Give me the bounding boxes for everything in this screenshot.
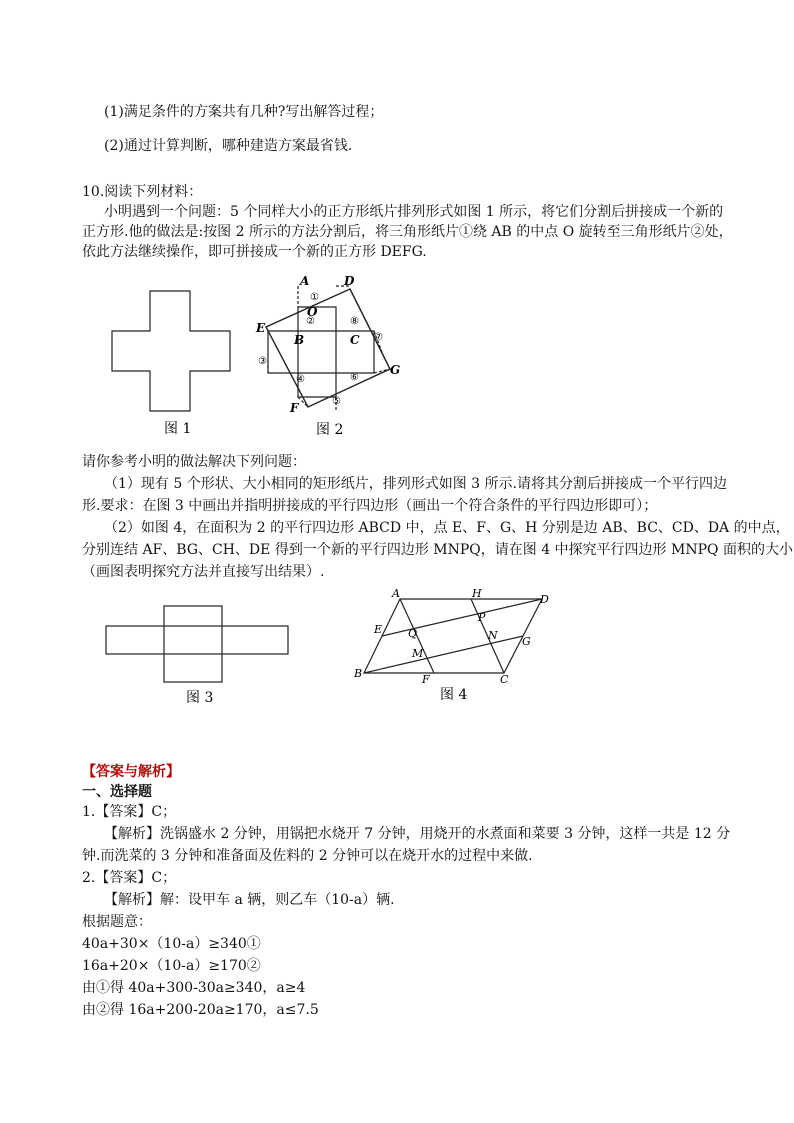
svg-text:A: A <box>392 587 400 600</box>
section-title: 一、选择题 <box>82 784 152 800</box>
q10-para1b: 正方形.他的做法是:按图 2 所示的方法分割后，将三角形纸片①绕 AB 的中点 O 旋转至三角形纸片②处， <box>82 224 733 240</box>
answer-1-explanation-b: 钟.而洗菜的 3 分钟和准备面及佐料的 2 分钟可以在烧开水的过程中来做. <box>82 848 533 864</box>
svg-text:G: G <box>522 635 531 648</box>
figure-3 <box>100 602 294 712</box>
answers-header: 【答案与解析】 <box>82 764 180 780</box>
svg-text:N: N <box>488 629 498 642</box>
label-D: D <box>344 274 355 288</box>
answer-1-explanation-a: 【解析】洗锅盛水 2 分钟，用锅把水烧开 7 分钟，用烧开的水煮面和菜要 3 分钟，这样一共是 12 分 <box>104 826 731 842</box>
figure-4 <box>352 585 562 705</box>
label-G: G <box>390 363 401 377</box>
figure-2 <box>252 272 412 442</box>
figure-1-caption: 图 1 <box>164 421 192 437</box>
vertical-rectangle <box>164 606 222 682</box>
svg-text:M: M <box>412 647 424 660</box>
q10-para4a: （2）如图 4，在面积为 2 的平行四边形 ABCD 中，点 E、F、G、H 分别是边 AB、BC、CD、DA 的中点， <box>104 520 790 536</box>
answer-2-explanation: 【解析】解：设甲车 a 辆，则乙车（10-a）辆. <box>104 892 395 908</box>
q9-sub1: (1)满足条件的方案共有几种?写出解答过程； <box>104 104 384 120</box>
solution-line-2: 40a+30×（10-a）≥340① <box>82 936 261 952</box>
svg-text:D: D <box>540 593 549 606</box>
q9-sub2: (2)通过计算判断，哪种建造方案最省钱． <box>104 138 362 154</box>
svg-text:③: ③ <box>258 356 267 367</box>
answer-2: 2.【答案】C； <box>82 870 177 886</box>
svg-text:⑥: ⑥ <box>350 372 359 383</box>
svg-text:④: ④ <box>296 374 305 385</box>
q10-title: 10.阅读下列材料： <box>82 184 203 200</box>
svg-text:P: P <box>478 611 486 624</box>
label-O: O <box>307 305 318 319</box>
svg-text:Q: Q <box>408 627 418 640</box>
svg-text:⑧: ⑧ <box>350 316 359 327</box>
q10-para1c: 依此方法继续操作，即可拼接成一个新的正方形 DEFG. <box>82 244 427 260</box>
svg-text:⑦: ⑦ <box>374 332 383 343</box>
cross-outline <box>112 291 230 411</box>
q10-para4b: 分别连结 AF、BG、CH、DE 得到一个新的平行四边形 MNPQ，请在图 4 中探究平行四边形 MNPQ 面积的大小 <box>82 542 793 558</box>
solution-line-3: 16a+20×（10-a）≥170② <box>82 958 261 974</box>
solution-line-1: 根据题意： <box>82 914 152 930</box>
svg-text:①: ① <box>310 292 319 303</box>
solution-line-4: 由①得 40a+300-30a≥340，a≥4 <box>82 980 306 996</box>
figure-2-caption: 图 2 <box>316 422 344 438</box>
svg-text:H: H <box>472 587 482 600</box>
parallelogram-ABCD <box>364 599 542 673</box>
svg-text:②: ② <box>306 316 315 327</box>
q10-para3b: 形.要求：在图 3 中画出并指明拼接成的平行四边形（画出一个符合条件的平行四边形即可）； <box>82 498 658 514</box>
svg-text:⑤: ⑤ <box>332 396 341 407</box>
q10-para1a: 小明遇到一个问题：5 个同样大小的正方形纸片排列形式如图 1 所示，将它们分割后拼接成一个新的 <box>104 204 724 220</box>
label-A: A <box>300 274 310 288</box>
svg-text:E: E <box>374 623 383 636</box>
label-F: F <box>290 401 299 415</box>
svg-text:C: C <box>500 673 509 686</box>
figure-3-caption: 图 3 <box>186 690 214 706</box>
q10-para4c: （画图表明探究方法并直接写出结果）. <box>82 564 325 580</box>
q10-para2: 请你参考小明的做法解决下列问题： <box>82 454 306 470</box>
label-B: B <box>294 333 305 347</box>
figure-1 <box>108 285 240 440</box>
q10-para3a: （1）现有 5 个形状、大小相同的矩形纸片，排列形式如图 3 所示.请将其分割后拼接成一个平行四边 <box>104 476 727 492</box>
svg-text:F: F <box>422 673 430 686</box>
label-C: C <box>350 333 360 347</box>
label-E: E <box>256 321 266 335</box>
figure-4-caption: 图 4 <box>440 687 468 703</box>
solution-line-5: 由②得 16a+200-20a≥170，a≤7.5 <box>82 1002 319 1018</box>
horizontal-rectangle <box>106 626 288 654</box>
answer-1: 1.【答案】C； <box>82 804 177 820</box>
svg-text:B: B <box>354 667 363 680</box>
